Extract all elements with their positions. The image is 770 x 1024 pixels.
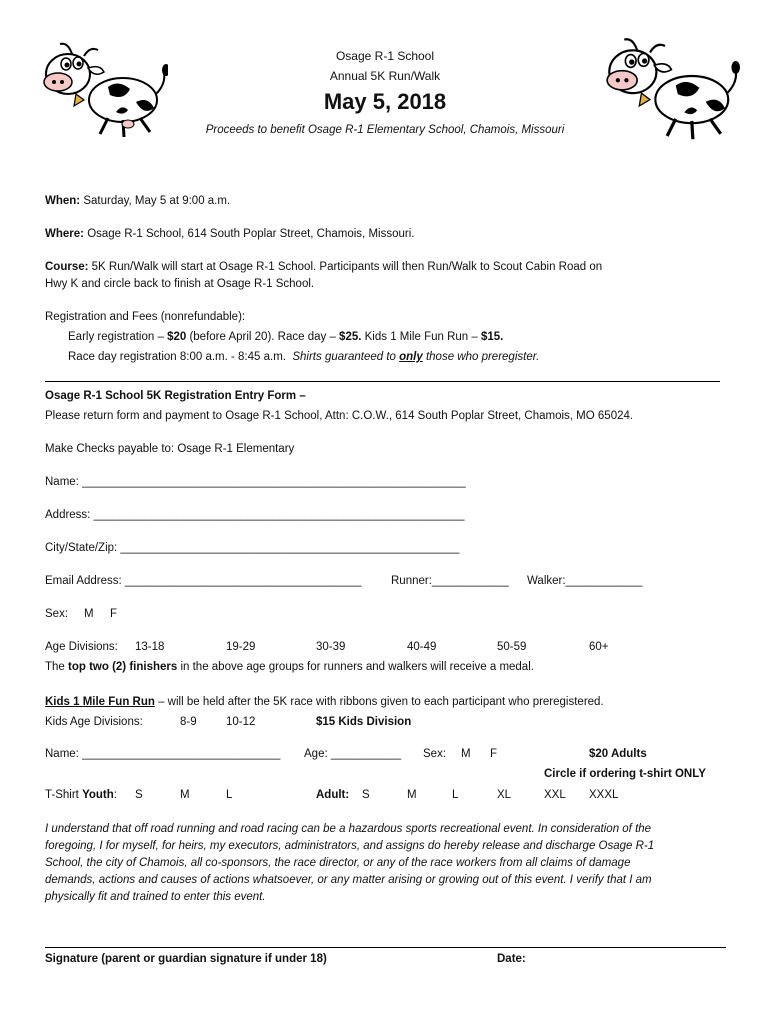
- early-pre: Early registration –: [68, 331, 168, 343]
- when-row: [45, 195, 230, 207]
- sex-option-f[interactable]: F: [110, 608, 118, 620]
- age-division-option[interactable]: 13-18: [135, 641, 165, 653]
- medal-note: The top two (2) finishers in the above age groups for runners and walkers will receive a medal.: [45, 661, 534, 673]
- address-field[interactable]: Address: __________________________________________________________: [45, 509, 465, 521]
- signature-line[interactable]: [45, 947, 726, 948]
- adult-size-option[interactable]: M: [407, 789, 417, 801]
- kids-pre: Kids 1 Mile Fun Run –: [361, 331, 481, 343]
- early-mid: (before April 20). Race day –: [186, 331, 340, 343]
- age-division-option[interactable]: 30-39: [316, 641, 346, 653]
- kids-age-field[interactable]: Age: ___________: [304, 748, 402, 760]
- where-row: [45, 228, 414, 240]
- waiver-line: foregoing, I for myself, for heirs, my executors, administrators, and assigns do hereby release and discharge Osage R-1: [45, 840, 655, 852]
- when-label: When:: [45, 195, 81, 207]
- proceeds-note: Proceeds to benefit Osage R-1 Elementary School, Chamois, Missouri: [205, 124, 565, 136]
- adult-size-option[interactable]: XXXL: [589, 789, 619, 801]
- where-value: Osage R-1 School, 614 South Poplar Street, Chamois, Missouri.: [87, 228, 415, 240]
- course-row: [45, 261, 602, 273]
- age-division-option[interactable]: 50-59: [497, 641, 527, 653]
- kids-sex-option-m[interactable]: M: [461, 748, 471, 760]
- fees-heading: Registration and Fees (nonrefundable):: [45, 311, 246, 323]
- kids-name-field[interactable]: Name: _______________________________: [45, 748, 281, 760]
- kids-run-heading: Kids 1 Mile Fun Run – will be held after the 5K race with ribbons given to each participant who preregistered.: [45, 696, 604, 708]
- shirts-only: only: [399, 351, 423, 363]
- signature-label: Signature (parent or guardian signature if under 18): [45, 953, 327, 965]
- city-state-zip-field[interactable]: City/State/Zip: _____________________________________________________: [45, 542, 460, 554]
- kids-sex-label: Sex:: [423, 748, 447, 760]
- course-line2: Hwy K and circle back to finish at Osage R-1 School.: [45, 278, 315, 290]
- race-day-price: $25.: [339, 331, 362, 343]
- waiver-line: School, the city of Chamois, all co-sponsors, the race director, or any of the race workers from all claims of damage: [45, 857, 631, 869]
- youth-size-option[interactable]: S: [135, 789, 143, 801]
- section-divider: [45, 381, 720, 382]
- walker-field[interactable]: Walker:____________: [527, 575, 643, 587]
- tshirt-circle-note: Circle if ordering t-shirt ONLY: [544, 768, 706, 780]
- age-division-option[interactable]: 40-49: [407, 641, 437, 653]
- checks-payable: Make Checks payable to: Osage R-1 Elementary: [45, 443, 295, 455]
- early-price: $20: [167, 331, 187, 343]
- school-name: Osage R-1 School: [335, 49, 435, 63]
- tshirt-youth-label: T-Shirt Youth:: [45, 789, 117, 801]
- form-title: Osage R-1 School 5K Registration Entry Form –: [45, 390, 306, 402]
- youth-size-option[interactable]: M: [180, 789, 190, 801]
- waiver-line: demands, actions and causes of actions whatsoever, or any matter arising or growing out of this event. I verify that I am: [45, 874, 652, 886]
- waiver-line: I understand that off road running and road racing can be a hazardous sports recreational event. In consideration of the: [45, 823, 652, 835]
- kids-run-title: Kids 1 Mile Fun Run: [45, 696, 155, 708]
- kids-age-option[interactable]: 10-12: [226, 716, 256, 728]
- sex-label: Sex:: [45, 608, 69, 620]
- return-instructions: Please return form and payment to Osage R-1 School, Attn: C.O.W., 614 South Poplar Street, Chamois, MO 65024.: [45, 410, 634, 422]
- kids-division: $15 Kids Division: [316, 716, 412, 728]
- adult-size-option[interactable]: XL: [497, 789, 512, 801]
- raceday-row: [68, 351, 539, 363]
- adults-price: $20 Adults: [589, 748, 647, 760]
- kids-sex-option-f[interactable]: F: [490, 748, 498, 760]
- fees-row: [68, 331, 503, 343]
- when-value: Saturday, May 5 at 9:00 a.m.: [83, 195, 231, 207]
- age-divisions-label: Age Divisions:: [45, 641, 118, 653]
- adult-size-option[interactable]: XXL: [544, 789, 566, 801]
- date-label: Date:: [497, 953, 526, 965]
- where-label: Where:: [45, 228, 84, 240]
- course-label: Course:: [45, 261, 89, 273]
- sex-option-m[interactable]: M: [84, 608, 94, 620]
- adult-size-label: Adult:: [316, 789, 350, 801]
- kids-price: $15.: [480, 331, 504, 343]
- kids-age-option[interactable]: 8-9: [180, 716, 197, 728]
- kids-age-label: Kids Age Divisions:: [45, 716, 143, 728]
- event-name: Annual 5K Run/Walk: [329, 69, 441, 83]
- waiver-line: physically fit and trained to enter this event.: [45, 891, 266, 903]
- adult-size-option[interactable]: S: [362, 789, 370, 801]
- age-division-option[interactable]: 19-29: [226, 641, 256, 653]
- youth-size-option[interactable]: L: [226, 789, 233, 801]
- raceday-reg: Race day registration 8:00 a.m. - 8:45 a.m.: [68, 351, 286, 363]
- event-date: May 5, 2018: [323, 89, 447, 114]
- course-line1: 5K Run/Walk will start at Osage R-1 School. Participants will then Run/Walk to Scout Cabin Road on: [91, 261, 603, 273]
- shirts-note: Shirts guaranteed to only those who preregister.: [292, 351, 540, 363]
- adult-size-option[interactable]: L: [452, 789, 459, 801]
- email-field[interactable]: Email Address: _____________________________________: [45, 575, 362, 587]
- runner-field[interactable]: Runner:____________: [391, 575, 509, 587]
- age-division-option[interactable]: 60+: [589, 641, 609, 653]
- name-field[interactable]: Name: ____________________________________________________________: [45, 476, 466, 488]
